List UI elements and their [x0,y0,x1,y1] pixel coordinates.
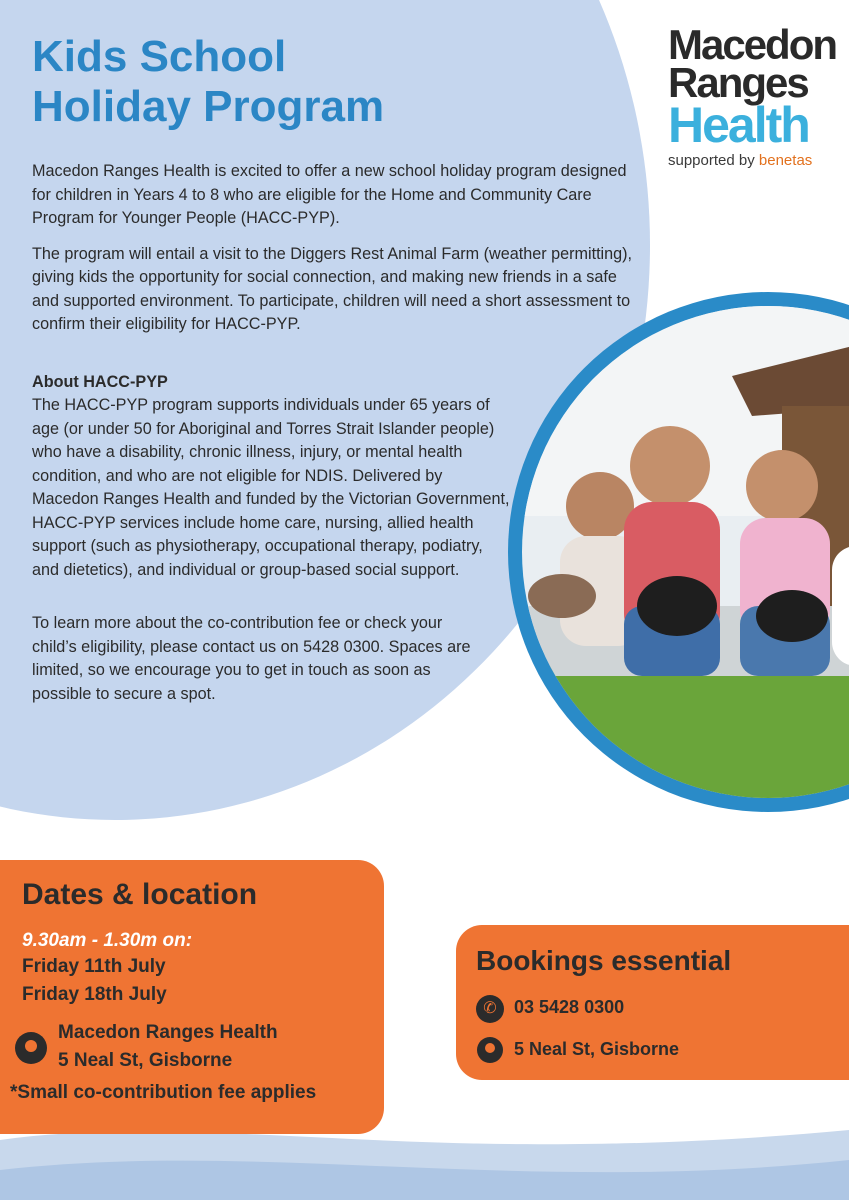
contact-paragraph: To learn more about the co-contribution fee or check your child’s eligibility, please contact us on 5428 0300. Spaces are limited, so we encourage you to get in touch as soon as possible to secure a spot. [32,614,471,703]
location-pin-icon [15,1032,47,1064]
fee-note: *Small co-contribution fee applies [10,1082,317,1103]
location-name: Macedon Ranges Health [58,1022,278,1043]
dates-heading: Dates & location [22,878,258,911]
dates-location-card [0,860,384,1134]
date-1: Friday 11th July [22,956,166,977]
logo-tagline [668,152,836,169]
intro-paragraph-2: The program will entail a visit to the Diggers Rest Animal Farm (weather permitting), giving kids the opportunity for social connection, and making new friends in a safe and supported environment. To participate, children will need a short assessment to confirm their eligibility for HACC-PYP. [32,244,633,333]
booking-phone[interactable]: 03 5428 0300 [514,997,625,1017]
booking-address: 5 Neal St, Gisborne [514,1039,680,1059]
about-text: The HACC-PYP program supports individuals under 65 years of age (or under 50 for Aboriginal and Torres Strait Islander people) who have a disability, chronic illness, injury, or mental health condition, and who are not eligible for NDIS. Delivered by Macedon Ranges Health and funded by the Victorian Government, HACC-PYP services include home care, nursing, allied health support (such as physiotherapy, occupational therapy, podiatry, and dietetics), and individual or group-based social support. [32,396,510,579]
session-time: 9.30am - 1.30m on: [22,930,193,951]
intro-paragraph-1: Macedon Ranges Health is excited to offer a new school holiday program designed for children in Years 4 to 8 who are eligible for the Home and Community Care Program for Younger People (HACC-PYP). [32,162,627,227]
logo-line-2: Ranges [668,59,808,106]
address-pin-icon [477,1037,503,1063]
about-section [32,371,512,583]
date-2: Friday 18th July [22,984,167,1005]
bookings-card [456,925,849,1080]
location-address: 5 Neal St, Gisborne [58,1050,233,1071]
bookings-heading: Bookings essential [476,945,732,976]
about-heading: About HACC-PYP [32,372,168,391]
title-line-2: Holiday Program [32,82,385,131]
phone-icon: ✆ [476,995,504,1023]
logo-line-1: Macedon [668,21,837,68]
logo-line-3: Health [668,97,809,153]
tagline-prefix: supported by [668,152,759,169]
page-title [32,32,384,132]
macedon-ranges-health-logo [668,21,837,169]
title-line-1: Kids School [32,32,287,81]
tagline-brand: benetas [758,152,813,169]
